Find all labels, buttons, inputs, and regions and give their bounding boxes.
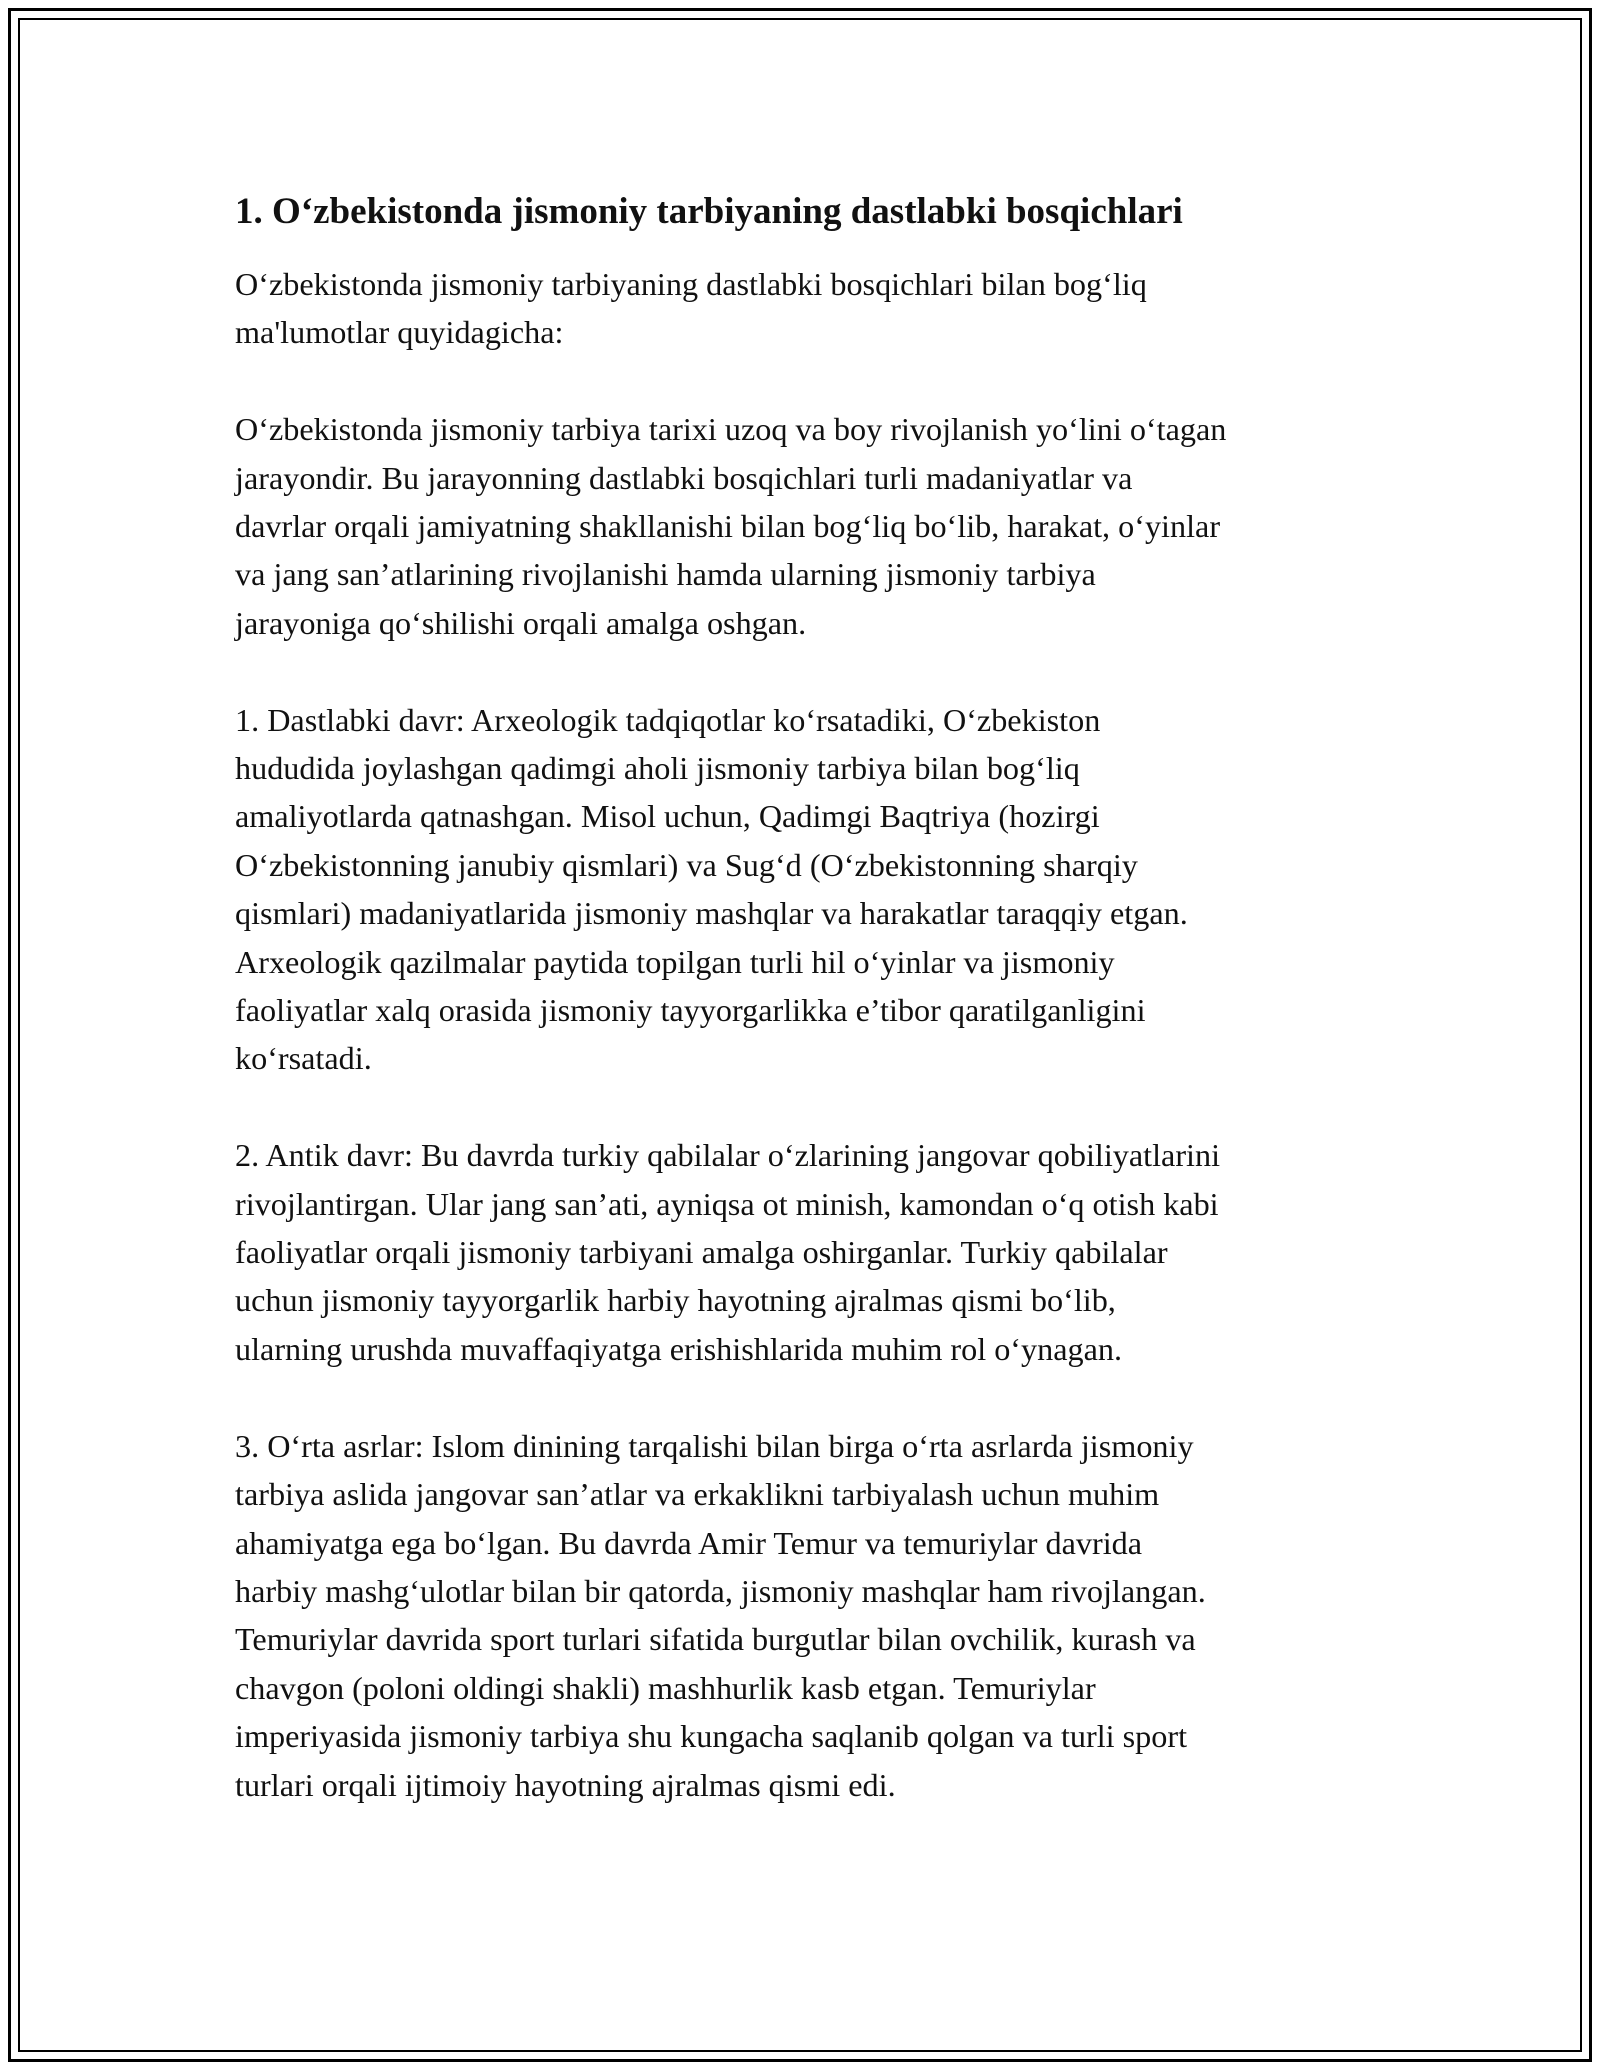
text-line: tarbiya aslida jangovar san’atlar va erkaklikni tarbiyalash uchun muhim	[235, 1476, 1160, 1513]
text-line: turlari orqali ijtimoiy hayotning ajralmas qismi edi.	[235, 1766, 896, 1803]
text-line: harbiy mashg‘ulotlar bilan bir qatorda, jismoniy mashqlar ham rivojlangan.	[235, 1572, 1206, 1609]
text-line: chavgon (poloni oldingi shakli) mashhurlik kasb etgan. Temuriylar	[235, 1669, 1096, 1706]
text-line: ko‘rsatadi.	[235, 1040, 372, 1077]
text-line: imperiyasida jismoniy tarbiya shu kungacha saqlanib qolgan va turli sport	[235, 1718, 1188, 1755]
text-line: rivojlantirgan. Ular jang san’ati, ayniqsa ot minish, kamondan o‘q otish kabi	[235, 1185, 1219, 1222]
paragraph	[235, 1131, 1385, 1373]
paragraph	[235, 260, 1385, 357]
text-line: Temuriylar davrida sport turlari sifatida burgutlar bilan ovchilik, kurash va	[235, 1621, 1196, 1658]
text-line: faoliyatlar orqali jismoniy tarbiyani amalga oshirganlar. Turkiy qabilalar	[235, 1234, 1168, 1271]
text-line: amaliyotlarda qatnashgan. Misol uchun, Qadimgi Baqtriya (hozirgi	[235, 798, 1100, 835]
paragraph	[235, 1422, 1385, 1809]
text-line: ahamiyatga ega bo‘lgan. Bu davrda Amir Temur va temuriylar davrida	[235, 1524, 1143, 1561]
text-line: jarayondir. Bu jarayonning dastlabki bosqichlari turli madaniyatlar va	[235, 459, 1133, 496]
text-line: 3. O‘rta asrlar: Islom dinining tarqalishi bilan birga o‘rta asrlarda jismoniy	[235, 1427, 1194, 1464]
text-line: va jang san’atlarining rivojlanishi hamda ularning jismoniy tarbiya	[235, 556, 1096, 593]
text-line: Arxeologik qazilmalar paytida topilgan turli hil o‘yinlar va jismoniy	[235, 943, 1115, 980]
text-line: O‘zbekistonda jismoniy tarbiya tarixi uzoq va boy rivojlanish yo‘lini o‘tagan	[235, 411, 1227, 448]
text-line: faoliyatlar xalq orasida jismoniy tayyorgarlikka e’tibor qaratilganligini	[235, 992, 1146, 1029]
text-line: qismlari) madaniyatlarida jismoniy mashqlar va harakatlar taraqqiy etgan.	[235, 895, 1188, 932]
text-line: 1. Dastlabki davr: Arxeologik tadqiqotlar ko‘rsatadiki, O‘zbekiston	[235, 701, 1101, 738]
text-line: hududida joylashgan qadimgi aholi jismoniy tarbiya bilan bog‘liq	[235, 750, 1080, 787]
document-body	[235, 188, 1385, 1857]
paragraph	[235, 696, 1385, 1083]
text-line: ularning urushda muvaffaqiyatga erishishlarida muhim rol o‘ynagan.	[235, 1330, 1123, 1367]
text-line: davrlar orqali jamiyatning shakllanishi bilan bog‘liq bo‘lib, harakat, o‘yinlar	[235, 508, 1221, 545]
text-line: jarayoniga qo‘shilishi orqali amalga oshgan.	[235, 604, 807, 641]
text-line: O‘zbekistonda jismoniy tarbiyaning dastlabki bosqichlari bilan bog‘liq	[235, 266, 1147, 302]
text-line: O‘zbekistonning janubiy qismlari) va Sug‘d (O‘zbekistonning sharqiy	[235, 846, 1138, 883]
section-heading: 1. O‘zbekistonda jismoniy tarbiyaning dastlabki bosqichlari	[235, 191, 1183, 232]
paragraph-list	[235, 260, 1385, 1809]
paragraph	[235, 405, 1385, 647]
text-line: ma'lumotlar quyidagicha:	[235, 314, 564, 351]
text-line: uchun jismoniy tayyorgarlik harbiy hayotning ajralmas qismi bo‘lib,	[235, 1282, 1116, 1319]
text-line: 2. Antik davr: Bu davrda turkiy qabilalar o‘zlarining jangovar qobiliyatlarini	[235, 1137, 1221, 1174]
